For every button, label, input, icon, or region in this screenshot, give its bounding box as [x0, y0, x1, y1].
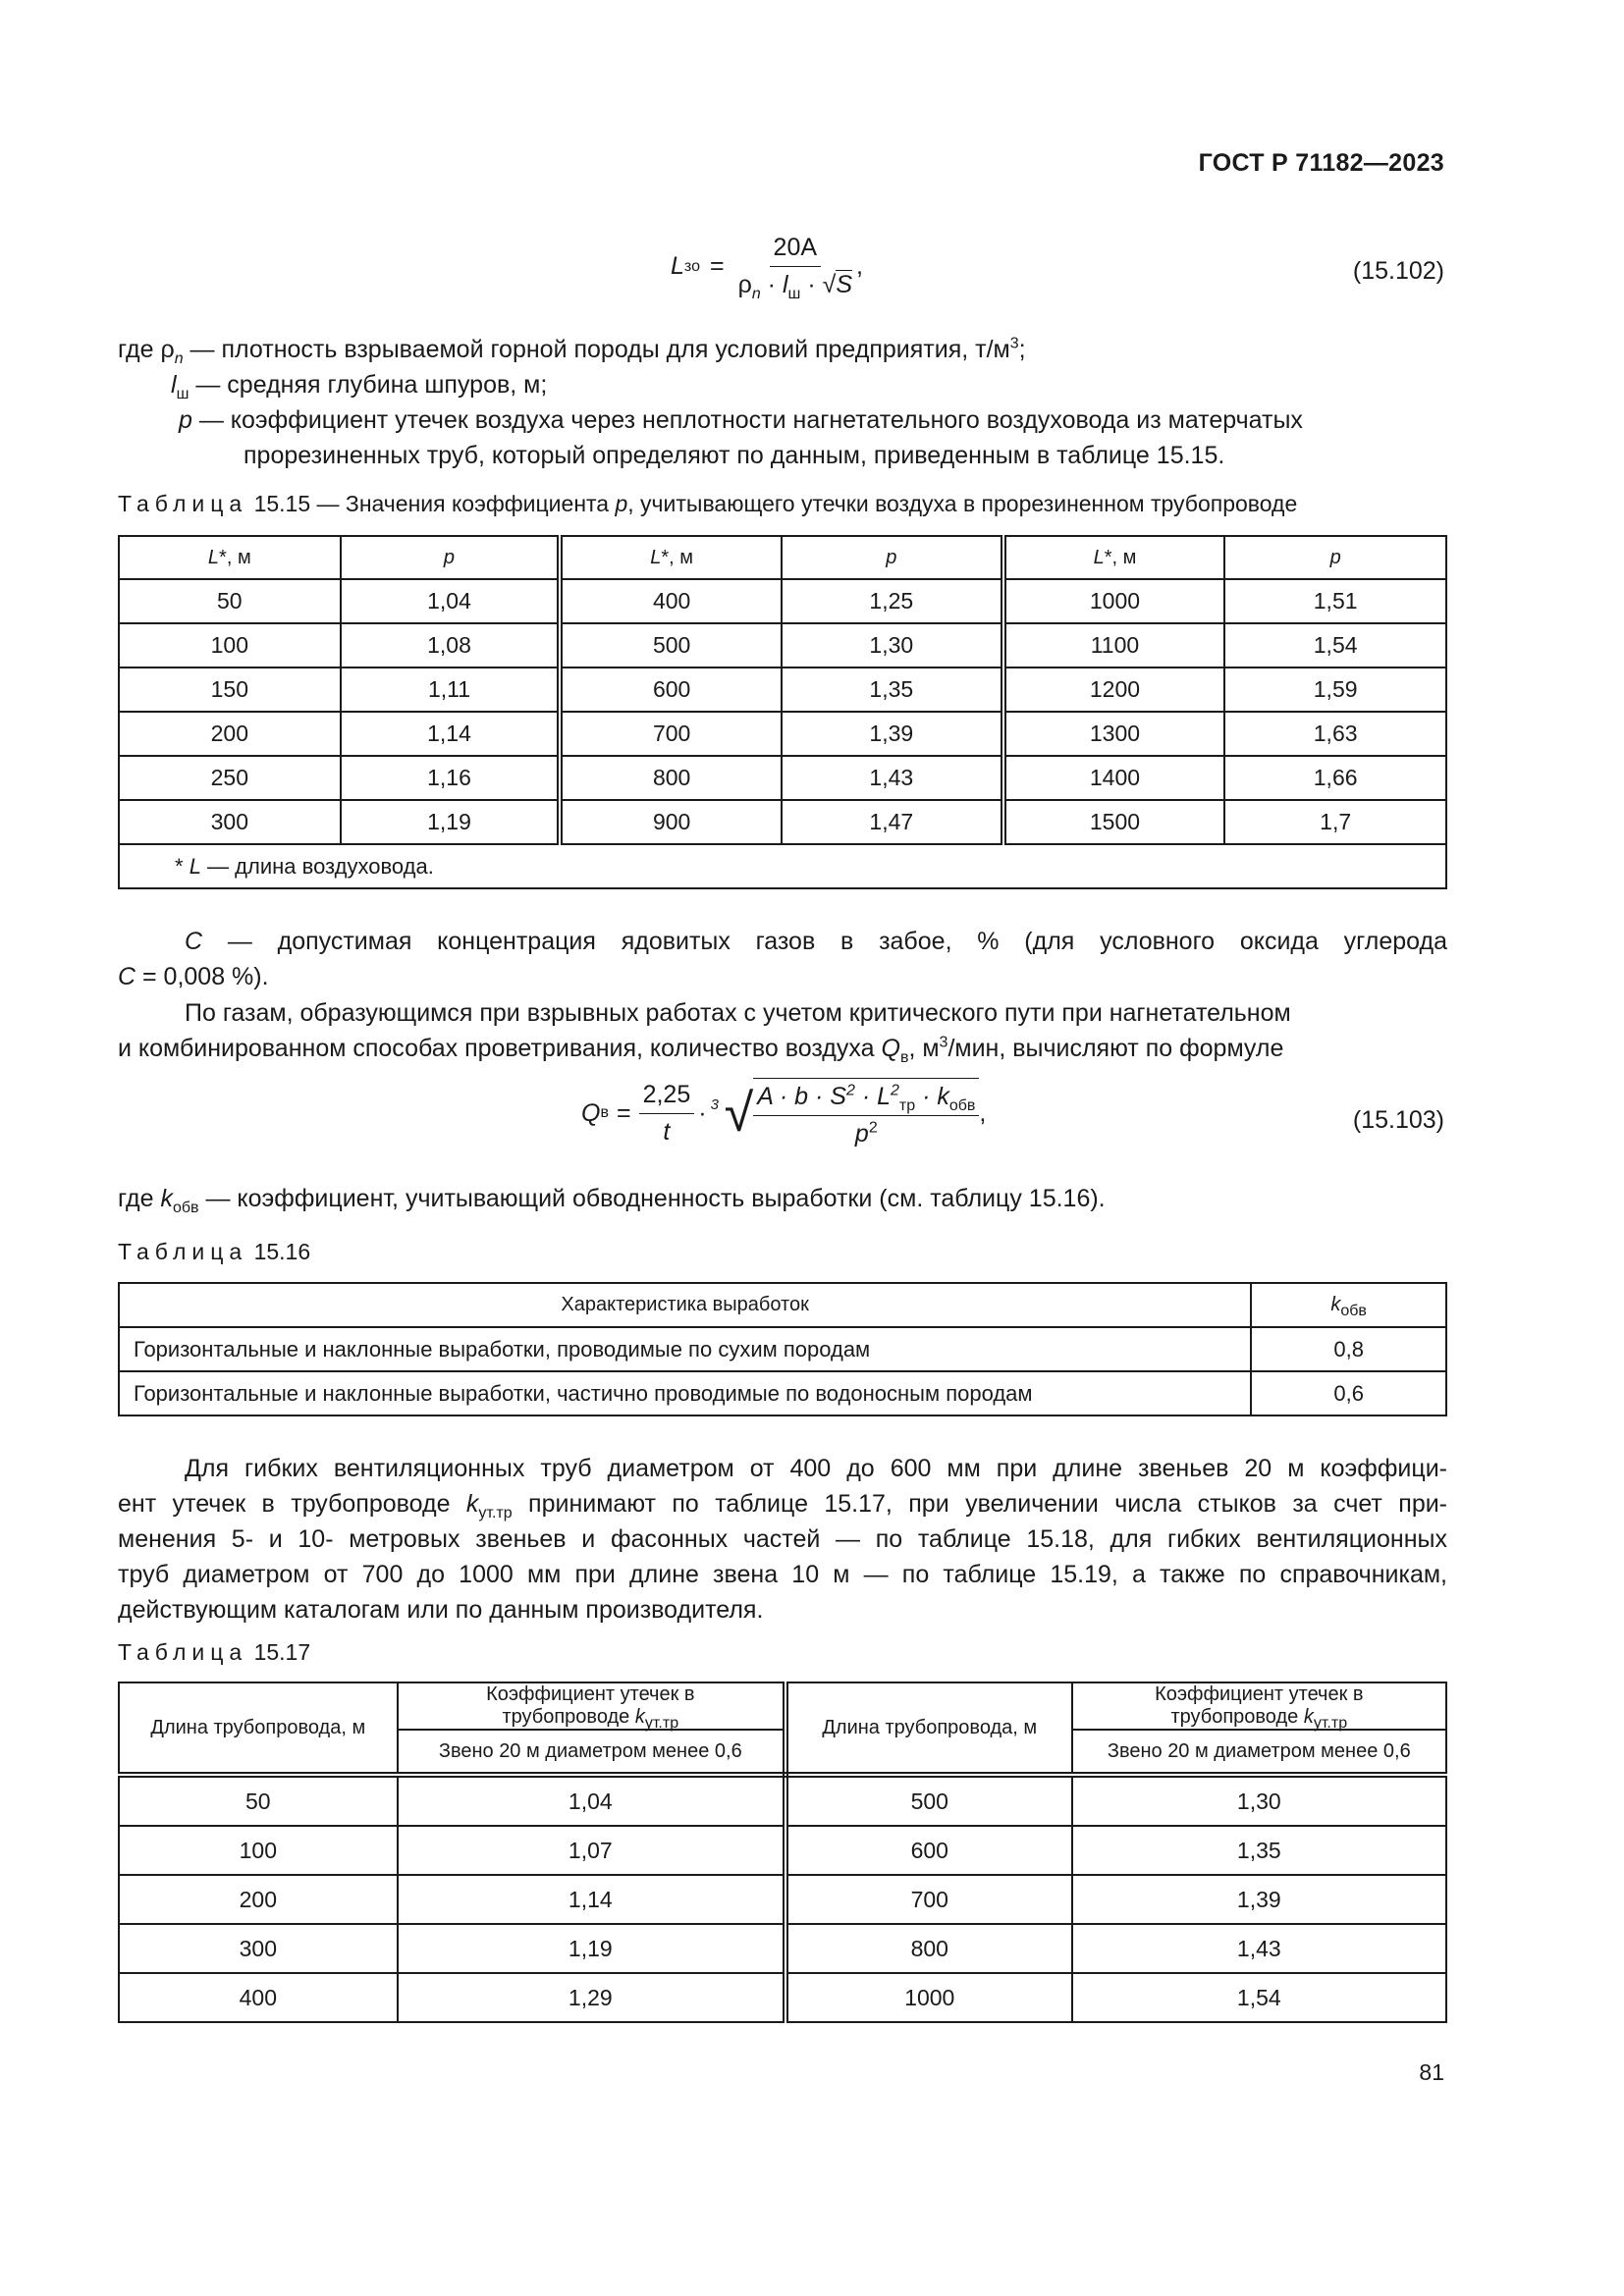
- c-symbol: C: [185, 928, 203, 955]
- header-characteristic: Характеристика выработок: [119, 1283, 1251, 1327]
- caption-number: 15.15: [253, 491, 311, 516]
- para-flex-line5: действующим каталогам или по данным производителя.: [118, 1596, 764, 1624]
- cell: Горизонтальные и наклонные выработки, частично проводимые по водоносным породам: [119, 1371, 1251, 1415]
- cell: 1,04: [341, 579, 561, 623]
- cell: 500: [560, 623, 782, 667]
- table-row: [119, 1327, 1446, 1371]
- radicand: [753, 1078, 979, 1148]
- caption-text: , учитывающего утечки воздуха в прорезиненном трубопроводе: [627, 491, 1298, 516]
- document-number: ГОСТ Р 71182—2023: [1198, 149, 1444, 177]
- text: /мин, вычисляют по формуле: [947, 1035, 1284, 1062]
- cube-root: [710, 1084, 754, 1143]
- table-header-row: [119, 1283, 1446, 1327]
- l-sub: ш: [176, 386, 189, 402]
- s-symbol: S: [836, 271, 853, 298]
- caption-label: Таблица: [118, 491, 248, 516]
- header-length: Длина трубопровода, м: [785, 1682, 1072, 1775]
- q-symbol: Q: [881, 1035, 900, 1062]
- cell: 1100: [1003, 623, 1225, 667]
- table-row: [119, 756, 1446, 800]
- root-index: 3: [710, 1096, 719, 1113]
- table-row: [119, 1973, 1446, 2022]
- table-row: [119, 1924, 1446, 1973]
- k-description: — коэффициент, учитывающий обводненность выработки (см. таблицу 15.16).: [198, 1185, 1106, 1212]
- cell: 1,47: [782, 800, 1003, 844]
- cell: 1,35: [1072, 1826, 1446, 1875]
- para-gas-1: По газам, образующимся при взрывных работах с учетом критического пути при нагнетательном: [185, 999, 1291, 1027]
- cell: 1,59: [1224, 667, 1446, 712]
- cell: 1,30: [782, 623, 1003, 667]
- cell: 1,43: [1072, 1924, 1446, 1973]
- cell: 1,14: [341, 712, 561, 756]
- radicand-denominator: $p^2$: [854, 1119, 878, 1148]
- formula-comma: ,: [979, 1098, 987, 1127]
- cell: 300: [119, 800, 341, 844]
- l-symbol: l: [171, 371, 177, 399]
- table-15-17: [118, 1682, 1447, 2023]
- cell: 300: [119, 1924, 398, 1973]
- para-flex-line1: Для гибких вентиляционных труб диаметром от 400 до 600 мм при длине звеньев 20 м коэффици-: [185, 1455, 1447, 1482]
- header-L: L*, м: [1003, 536, 1225, 579]
- cell: 600: [560, 667, 782, 712]
- c-value: = 0,008 %).: [135, 963, 269, 990]
- header-coef: Коэффициент утечек в трубопроводе $k_{ут.тр}$: [398, 1682, 785, 1730]
- header-sub: Звено 20 м диаметром менее 0,6: [1072, 1730, 1446, 1775]
- cell: 1200: [1003, 667, 1225, 712]
- cell: 700: [560, 712, 782, 756]
- cell: 1,30: [1072, 1775, 1446, 1826]
- cell: 250: [119, 756, 341, 800]
- unit-sup: 3: [939, 1034, 948, 1051]
- where-label: где: [118, 336, 154, 363]
- header-coef: Коэффициент утечек в трубопроводе $k_{ут.тр}$: [1072, 1682, 1446, 1730]
- cell: 0,8: [1251, 1327, 1446, 1371]
- table-row: [119, 579, 1446, 623]
- cell: 1300: [1003, 712, 1225, 756]
- formula-numerator: 2,25: [639, 1081, 695, 1114]
- text: и комбинированном способах проветривания, количество воздуха: [118, 1035, 875, 1062]
- para-flex-line4: труб диаметром от 700 до 1000 мм при длине звена 10 м — по таблице 15.19, а также по справочникам,: [118, 1561, 1447, 1588]
- formula-fraction: [734, 234, 856, 302]
- header-p: p: [1224, 536, 1446, 579]
- where-label: где: [118, 1185, 154, 1212]
- cell: 1,51: [1224, 579, 1446, 623]
- c-description: — допустимая концентрация ядовитых газов в забое, % (для условного оксида углерода: [202, 928, 1447, 955]
- where-l: [171, 367, 547, 402]
- cell: 1000: [785, 1973, 1072, 2022]
- where-p-cont: прорезиненных труб, который определяют по данным, приведенным в таблице 15.15.: [244, 442, 1225, 469]
- formula-lhs: Q: [581, 1098, 601, 1127]
- para-flex-line2: ент утечек в трубопроводе $k_{ут.тр}$ принимают по таблице 15.17, при увеличении числа стыков за счет при-: [118, 1490, 1448, 1522]
- dot: ·: [767, 271, 776, 298]
- caption-text: — Значения коэффициента: [316, 491, 610, 516]
- cell: 600: [785, 1826, 1072, 1875]
- where-rho: [118, 332, 1026, 367]
- cell: Горизонтальные и наклонные выработки, проводимые по сухим породам: [119, 1327, 1251, 1371]
- l-description: — средняя глубина шпуров, м;: [195, 371, 548, 399]
- table-header-row: [119, 536, 1446, 579]
- table-row: [119, 1826, 1446, 1875]
- cell: 1,29: [398, 1973, 785, 2022]
- formula-eq: =: [616, 1098, 631, 1127]
- dot: ·: [698, 1098, 707, 1127]
- table-row: [119, 800, 1446, 844]
- cell: 1000: [1003, 579, 1225, 623]
- cell: 200: [119, 1875, 398, 1924]
- para-flex-line3: менения 5- и 10- метровых звеньев и фасонных частей — по таблице 15.18, для гибких вентиляционных: [118, 1525, 1447, 1553]
- formula-15-102: L зо = $\frac{20A}{\rho_n \cdot l_ш \cdot √S}$ ,: [671, 234, 863, 302]
- formula-fraction: [639, 1081, 695, 1147]
- c-symbol: C: [118, 963, 136, 990]
- cell: 700: [785, 1875, 1072, 1924]
- caption-symbol: p: [615, 491, 628, 516]
- cell: 400: [560, 579, 782, 623]
- caption-number: 15.16: [253, 1239, 311, 1264]
- cell: 1,08: [341, 623, 561, 667]
- rho-symbol: ρ: [160, 336, 175, 363]
- cell: 1,39: [782, 712, 1003, 756]
- text: , м: [908, 1035, 940, 1062]
- cell: 1,54: [1224, 623, 1446, 667]
- sqrt-symbol: √: [822, 271, 837, 298]
- table-row: [119, 667, 1446, 712]
- table-row: [119, 712, 1446, 756]
- formula-eq: =: [709, 252, 725, 280]
- dot: ·: [807, 271, 816, 298]
- header-k: $k_{обв}$: [1251, 1283, 1446, 1327]
- where-k: [118, 1181, 1106, 1216]
- table-header-row: [119, 1682, 1446, 1730]
- cell: 150: [119, 667, 341, 712]
- header-sub: Звено 20 м диаметром менее 0,6: [398, 1730, 785, 1775]
- para-gas-2: [118, 1031, 1283, 1066]
- cell: 900: [560, 800, 782, 844]
- cell: 1,63: [1224, 712, 1446, 756]
- l-symbol: l: [782, 271, 788, 298]
- cell: 400: [119, 1973, 398, 2022]
- cell: 1,25: [782, 579, 1003, 623]
- table-row: [119, 1775, 1446, 1826]
- p-description-1: — коэффициент утечек воздуха через неплотности нагнетательного воздуховода из матерчатых: [198, 406, 1303, 434]
- cell: 100: [119, 623, 341, 667]
- para-flex: [118, 1451, 1447, 1628]
- para-c-cont: [118, 959, 269, 994]
- rho-sub: n: [174, 350, 184, 367]
- p-symbol: p: [179, 406, 192, 434]
- cell: 500: [785, 1775, 1072, 1826]
- formula-lhs: L: [671, 252, 684, 280]
- header-p: p: [782, 536, 1003, 579]
- formula-denominator: [734, 267, 856, 302]
- table-15-17-caption: [118, 1639, 310, 1666]
- cell: 1,16: [341, 756, 561, 800]
- cell: 1,39: [1072, 1875, 1446, 1924]
- header-L: L*, м: [119, 536, 341, 579]
- table-15-16-caption: [118, 1239, 310, 1265]
- header-length: Длина трубопровода, м: [119, 1682, 398, 1775]
- table-15-16: [118, 1282, 1447, 1416]
- cell: 1,66: [1224, 756, 1446, 800]
- l-sub: ш: [787, 286, 801, 302]
- cell: 1,07: [398, 1826, 785, 1875]
- cell: 50: [119, 1775, 398, 1826]
- caption-label: Таблица: [118, 1639, 248, 1665]
- caption-label: Таблица: [118, 1239, 248, 1264]
- rho-description: — плотность взрываемой горной породы для условий предприятия, т/м: [189, 336, 1010, 363]
- page-number: 81: [1419, 2059, 1444, 2085]
- formula-denominator: t: [663, 1117, 671, 1146]
- formula-numerator: 20A: [770, 234, 821, 267]
- cell: 800: [785, 1924, 1072, 1973]
- rho-sub: n: [751, 286, 761, 302]
- header-p: p: [341, 536, 561, 579]
- cell: 1,11: [341, 667, 561, 712]
- q-sub: в: [899, 1049, 909, 1066]
- table-15-15-caption: [118, 491, 1297, 517]
- cell: 1,19: [341, 800, 561, 844]
- table-note-row: [119, 844, 1446, 888]
- cell: 200: [119, 712, 341, 756]
- formula-number: (15.103): [1352, 1106, 1444, 1134]
- table-row: [119, 1875, 1446, 1924]
- header-L: L*, м: [560, 536, 782, 579]
- where-p: [179, 402, 1303, 438]
- cell: 1,35: [782, 667, 1003, 712]
- formula-comma: ,: [856, 252, 863, 280]
- table-row: [119, 623, 1446, 667]
- semicolon: ;: [1018, 336, 1026, 363]
- caption-number: 15.17: [253, 1639, 311, 1665]
- unit-sup: 3: [1009, 335, 1019, 352]
- radicand-numerator: $A \cdot b \cdot S^2 \cdot L^2_{тр} \cdot k_{обв}$: [753, 1083, 979, 1116]
- table-note: * L — длина воздуховода.: [119, 844, 1446, 888]
- cell: 1,04: [398, 1775, 785, 1826]
- cell: 1,7: [1224, 800, 1446, 844]
- cell: 1,14: [398, 1875, 785, 1924]
- cell: 800: [560, 756, 782, 800]
- cell: 1500: [1003, 800, 1225, 844]
- para-c: [185, 924, 1447, 959]
- cell: 0,6: [1251, 1371, 1446, 1415]
- k-symbol: k: [160, 1185, 173, 1212]
- rho-symbol: ρ: [737, 271, 752, 298]
- cell: 1,54: [1072, 1973, 1446, 2022]
- radical-sign: √: [724, 1084, 754, 1143]
- table-row: [119, 1371, 1446, 1415]
- formula-15-103: Q в = $\frac{2,25}{t}$ · 3 √ $\frac{A \cdot b \cdot S^2 \cdot L^2_{тр} \cdot k_{обв}}{p^2}$ ,: [581, 1078, 986, 1148]
- cell: 50: [119, 579, 341, 623]
- cell: 1400: [1003, 756, 1225, 800]
- k-sub: обв: [172, 1200, 199, 1216]
- cell: 1,19: [398, 1924, 785, 1973]
- cell: 100: [119, 1826, 398, 1875]
- cell: 1,43: [782, 756, 1003, 800]
- table-15-15: [118, 535, 1447, 889]
- formula-number: (15.102): [1352, 257, 1444, 285]
